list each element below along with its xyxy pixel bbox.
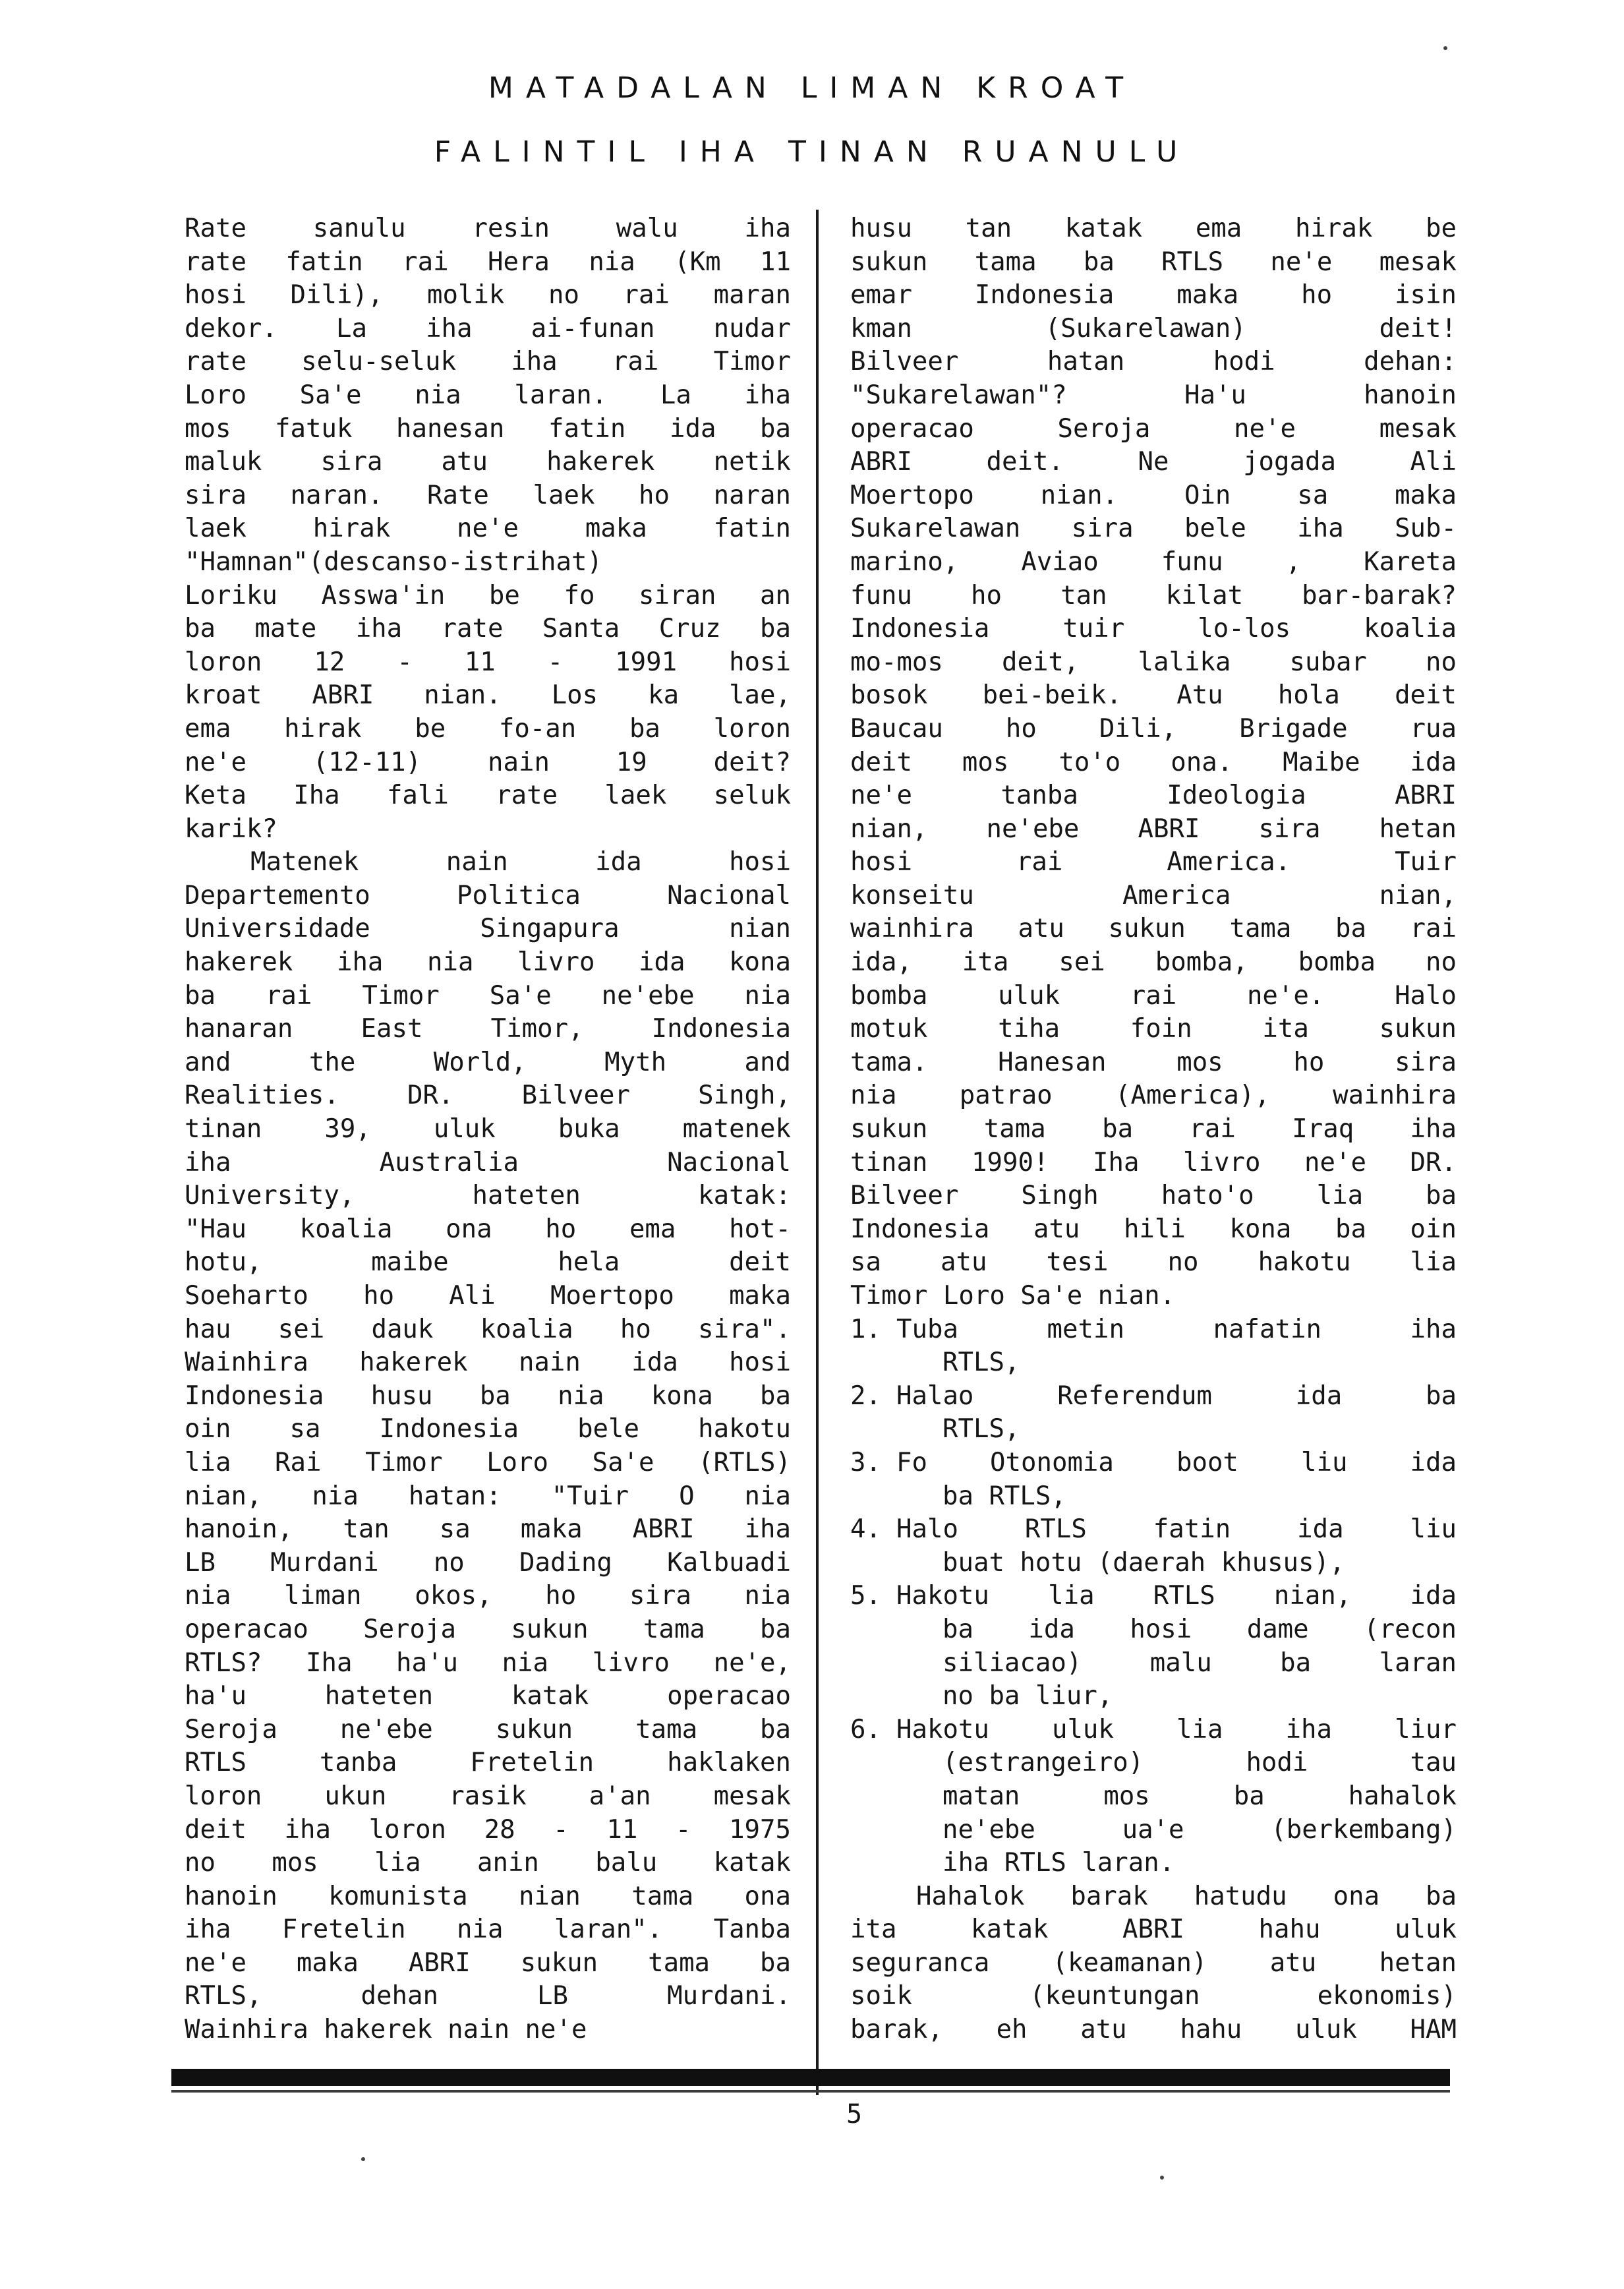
text-line: Indonesia tuir lo-los koalia xyxy=(850,614,1457,644)
text-line: hau sei dauk koalia ho sira". xyxy=(185,1314,791,1344)
text-line: emar Indonesia maka ho isin xyxy=(850,280,1457,311)
text-line: wainhira atu sukun tama ba rai xyxy=(850,914,1457,944)
text-line: Baucau ho Dili, Brigade rua xyxy=(850,713,1457,744)
text-line: dekor. La iha ai-funan nudar xyxy=(185,313,791,343)
text-line: sira naran. Rate laek ho naran xyxy=(185,480,791,510)
text-line: maluk sira atu hakerek netik xyxy=(185,447,791,477)
text-line: laek hirak ne'e maka fatin xyxy=(185,514,791,544)
text-line: ABRI deit. Ne jogada Ali xyxy=(850,447,1457,477)
text-line: ne'e tanba Ideologia ABRI xyxy=(850,781,1457,811)
text-line: no mos lia anin balu katak xyxy=(185,1848,791,1878)
list-item-text: Fo Otonomia boot liu ida xyxy=(896,1447,1457,1477)
text-line: seguranca (keamanan) atu hetan xyxy=(850,1947,1457,1978)
list-item-continuation: ne'ebe ua'e (berkembang) xyxy=(942,1814,1457,1845)
text-line: Hahalok barak hatudu ona ba xyxy=(916,1881,1457,1911)
list-item xyxy=(850,1446,1457,1480)
text-line: lia Rai Timor Loro Sa'e (RTLS) xyxy=(185,1447,791,1477)
list-item-text: Halao Referendum ida ba xyxy=(896,1381,1457,1411)
list-item-number: 1. xyxy=(850,1314,881,1344)
text-line: and the World, Myth and xyxy=(185,1047,791,1077)
list-item-continuation: (estrangeiro) hodi tau xyxy=(942,1748,1457,1778)
paper-speck xyxy=(1160,2176,1164,2180)
page-number: 5 xyxy=(846,2099,863,2129)
text-line: oin sa Indonesia bele hakotu xyxy=(185,1414,791,1444)
text-line: barak, eh atu hahu uluk HAM xyxy=(850,2015,1457,2045)
column-divider xyxy=(816,210,819,2095)
text-line: RTLS? Iha ha'u nia livro ne'e, xyxy=(185,1648,791,1678)
list-item xyxy=(850,1513,1457,1547)
text-line: deit mos to'o ona. Maibe ida xyxy=(850,747,1457,777)
text-line: Bilveer Singh hato'o lia ba xyxy=(850,1181,1457,1211)
list-item xyxy=(850,1713,1457,1747)
list-item-number: 3. xyxy=(850,1447,881,1477)
list-item-text: Hakotu lia RTLS nian, ida xyxy=(896,1581,1457,1611)
text-line: ita katak ABRI hahu uluk xyxy=(850,1915,1457,1945)
text-line: loron ukun rasik a'an mesak xyxy=(185,1781,791,1811)
text-line: tinan 39, uluk buka matenek xyxy=(185,1114,791,1144)
text-line: iha Australia Nacional xyxy=(185,1147,791,1177)
text-line: Universidade Singapura nian xyxy=(185,914,791,944)
list-item-number: 6. xyxy=(850,1714,881,1744)
text-line: University, hateten katak: xyxy=(185,1181,791,1211)
text-line: rate fatin rai Hera nia (Km 11 xyxy=(185,247,791,277)
text-line: hanaran East Timor, Indonesia xyxy=(185,1014,791,1044)
text-line: Keta Iha fali rate laek seluk xyxy=(185,781,791,811)
footer-rule-thin xyxy=(171,2090,1450,2093)
text-line: Bilveer hatan hodi dehan: xyxy=(850,347,1457,377)
text-line: RTLS tanba Fretelin haklaken xyxy=(185,1748,791,1778)
text-line: iha Fretelin nia laran". Tanba xyxy=(185,1915,791,1945)
text-line: hakerek iha nia livro ida kona xyxy=(185,947,791,978)
paper-speck xyxy=(1443,46,1447,50)
text-line: Wainhira hakerek nain ne'e xyxy=(185,2015,587,2045)
list-item xyxy=(850,1313,1457,1347)
list-item-text: Halo RTLS fatin ida liu xyxy=(896,1514,1457,1545)
text-line: Loriku Asswa'in be fo siran an xyxy=(185,580,791,610)
text-line: hanoin komunista nian tama ona xyxy=(185,1881,791,1911)
text-line: motuk tiha foin ita sukun xyxy=(850,1014,1457,1044)
left-text-column xyxy=(185,212,791,2044)
list-item-continuation: RTLS, xyxy=(942,1348,1020,1378)
list-item-continuation: RTLS, xyxy=(942,1414,1020,1444)
text-line: marino, Aviao funu , Kareta xyxy=(850,547,1457,577)
text-line: kman (Sukarelawan) deit! xyxy=(850,313,1457,343)
text-line: tama. Hanesan mos ho sira xyxy=(850,1047,1457,1077)
page-subtitle: FALINTIL IHA TINAN RUANULU xyxy=(434,135,1190,169)
text-line: hosi rai America. Tuir xyxy=(850,847,1457,877)
text-line: kroat ABRI nian. Los ka lae, xyxy=(185,680,791,711)
list-item-continuation: iha RTLS laran. xyxy=(942,1848,1175,1878)
text-line: hanoin, tan sa maka ABRI iha xyxy=(185,1514,791,1545)
text-line: Sukarelawan sira bele iha Sub- xyxy=(850,514,1457,544)
text-line: Matenek nain ida hosi xyxy=(250,847,791,877)
text-line: deit iha loron 28 - 11 - 1975 xyxy=(185,1814,791,1845)
list-item-continuation: siliacao) malu ba laran xyxy=(942,1648,1457,1678)
text-line: funu ho tan kilat bar-barak? xyxy=(850,580,1457,610)
text-line: "Hau koalia ona ho ema hot- xyxy=(185,1214,791,1244)
text-line: nia patrao (America), wainhira xyxy=(850,1081,1457,1111)
text-line: soik (keuntungan ekonomis) xyxy=(850,1981,1457,2011)
text-line: sa atu tesi no hakotu lia xyxy=(850,1247,1457,1278)
text-line: nia liman okos, ho sira nia xyxy=(185,1581,791,1611)
page-title: MATADALAN LIMAN KROAT xyxy=(488,71,1136,105)
text-line: LB Murdani no Dading Kalbuadi xyxy=(185,1547,791,1578)
text-line: ha'u hateten katak operacao xyxy=(185,1681,791,1711)
right-text-column xyxy=(850,212,1457,2044)
list-item-number: 5. xyxy=(850,1581,881,1611)
text-line: operacao Seroja ne'e mesak xyxy=(850,413,1457,444)
text-line: ne'e (12-11) nain 19 deit? xyxy=(185,747,791,777)
list-item xyxy=(850,1580,1457,1613)
text-line: operacao Seroja sukun tama ba xyxy=(185,1614,791,1644)
text-line: Timor Loro Sa'e nian. xyxy=(850,1281,1176,1311)
text-line: hotu, maibe hela deit xyxy=(185,1247,791,1278)
text-line: ida, ita sei bomba, bomba no xyxy=(850,947,1457,978)
text-line: ba mate iha rate Santa Cruz ba xyxy=(185,614,791,644)
text-line: hosi Dili), molik no rai maran xyxy=(185,280,791,311)
text-line: sukun tama ba RTLS ne'e mesak xyxy=(850,247,1457,277)
text-line: Loro Sa'e nia laran. La iha xyxy=(185,380,791,410)
list-item-continuation: ba RTLS, xyxy=(942,1481,1066,1511)
text-line: loron 12 - 11 - 1991 hosi xyxy=(185,647,791,677)
list-item-continuation: matan mos ba hahalok xyxy=(942,1781,1457,1811)
text-line: "Hamnan"(descanso-istrihat) xyxy=(185,547,602,577)
text-line: Indonesia atu hili kona ba oin xyxy=(850,1214,1457,1244)
text-line: bomba uluk rai ne'e. Halo xyxy=(850,980,1457,1011)
text-line: Soeharto ho Ali Moertopo maka xyxy=(185,1281,791,1311)
list-item xyxy=(850,1380,1457,1413)
text-line: "Sukarelawan"? Ha'u hanoin xyxy=(850,380,1457,410)
list-item-continuation: ba ida hosi dame (recon xyxy=(942,1614,1457,1644)
paper-speck xyxy=(361,2157,365,2161)
text-line: sukun tama ba rai Iraq iha xyxy=(850,1114,1457,1144)
text-line: ba rai Timor Sa'e ne'ebe nia xyxy=(185,980,791,1011)
text-line: tinan 1990! Iha livro ne'e DR. xyxy=(850,1147,1457,1177)
list-item-continuation: buat hotu (daerah khusus), xyxy=(942,1547,1345,1578)
list-item-number: 4. xyxy=(850,1514,881,1545)
text-line: Seroja ne'ebe sukun tama ba xyxy=(185,1714,791,1744)
text-line: mos fatuk hanesan fatin ida ba xyxy=(185,413,791,444)
text-line: nian, ne'ebe ABRI sira hetan xyxy=(850,814,1457,844)
list-item-text: Tuba metin nafatin iha xyxy=(896,1314,1457,1344)
text-line: ne'e maka ABRI sukun tama ba xyxy=(185,1947,791,1978)
text-line: Departemento Politica Nacional xyxy=(185,880,791,910)
list-item-number: 2. xyxy=(850,1381,881,1411)
text-line: Realities. DR. Bilveer Singh, xyxy=(185,1081,791,1111)
text-line: RTLS, dehan LB Murdani. xyxy=(185,1981,791,2011)
list-item-text: Hakotu uluk lia iha liur xyxy=(896,1714,1457,1744)
text-line: rate selu-seluk iha rai Timor xyxy=(185,347,791,377)
text-line: ema hirak be fo-an ba loron xyxy=(185,713,791,744)
list-item-continuation: no ba liur, xyxy=(942,1681,1113,1711)
text-line: husu tan katak ema hirak be xyxy=(850,214,1457,243)
text-line: Indonesia husu ba nia kona ba xyxy=(185,1381,791,1411)
text-line: karik? xyxy=(185,814,277,844)
text-line: Wainhira hakerek nain ida hosi xyxy=(185,1348,791,1378)
text-line: mo-mos deit, lalika subar no xyxy=(850,647,1457,677)
text-line: Rate sanulu resin walu iha xyxy=(185,214,791,243)
text-line: Moertopo nian. Oin sa maka xyxy=(850,480,1457,510)
text-line: nian, nia hatan: "Tuir O nia xyxy=(185,1481,791,1511)
text-line: bosok bei-beik. Atu hola deit xyxy=(850,680,1457,711)
footer-rule xyxy=(171,2069,1450,2086)
text-line: konseitu America nian, xyxy=(850,880,1457,910)
